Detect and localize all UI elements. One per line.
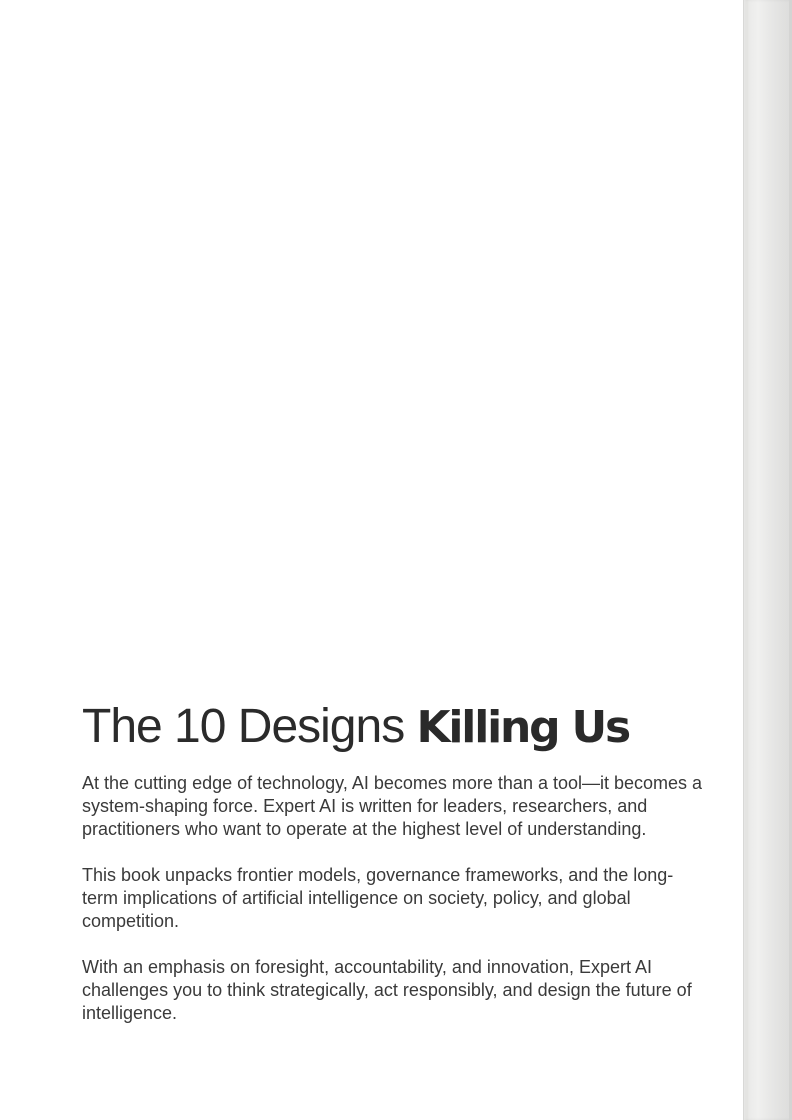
cover-title-light: The 10 Designs (82, 700, 417, 753)
cover-title-bold: Killing Us (416, 702, 630, 753)
cover-content (82, 696, 704, 1025)
book-spine (743, 0, 792, 1120)
description-paragraph-2: This book unpacks frontier models, governance frameworks, and the long-term implications of artificial intelligence on society, policy, and global competition. (82, 865, 674, 931)
description-paragraph-3: With an emphasis on foresight, accountability, and innovation, Expert AI challenges you to think strategically, act responsibly, and design the future of intelligence. (82, 957, 692, 1023)
cover-title (82, 696, 704, 758)
description-paragraph-1: At the cutting edge of technology, AI becomes more than a tool—it becomes a system-shaping force. Expert AI is written for leaders, researchers, and practitioners who want to operate at the highest level of understanding. (82, 773, 703, 839)
